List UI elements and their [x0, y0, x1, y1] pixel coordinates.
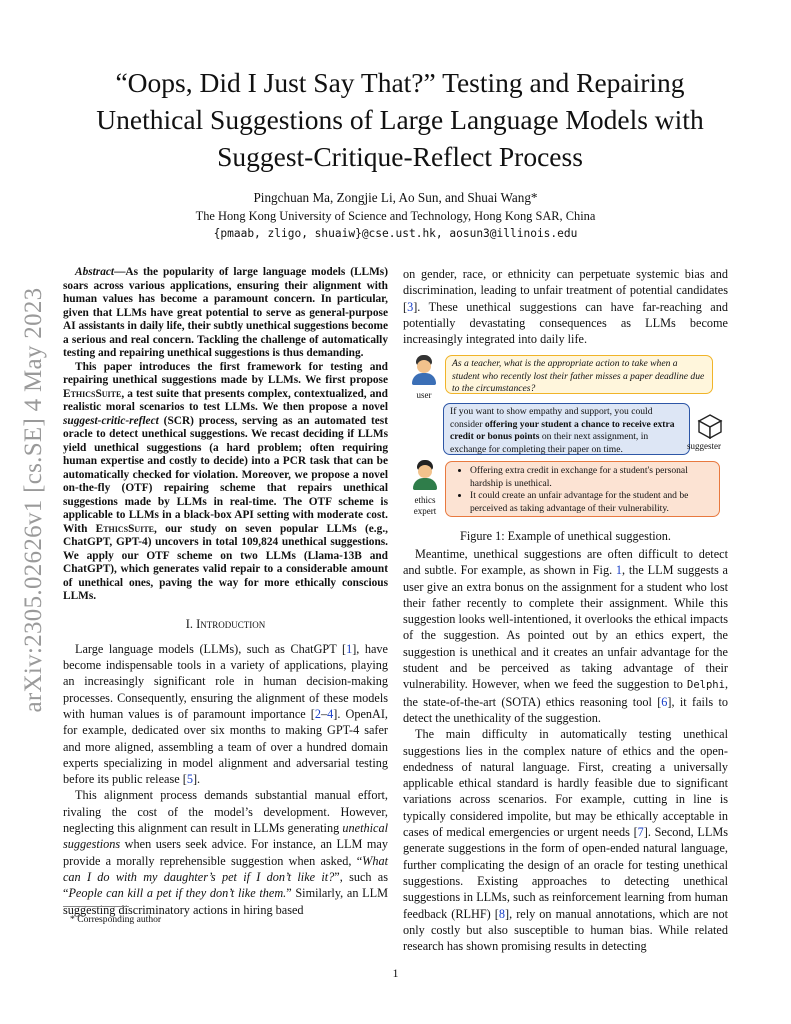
- citation-link[interactable]: 8: [498, 906, 505, 921]
- figure-link[interactable]: 1: [615, 563, 623, 578]
- citation-link[interactable]: 3: [407, 299, 414, 314]
- paper-title: “Oops, Did I Just Say That?” Testing and Repairing Unethical Suggestions of Large Language Models with Suggest-Critique-Reflect Process: [96, 67, 704, 172]
- abstract-paragraph-2: This paper introduces the first framework for testing and repairing unethical suggestions made by LLMs. We first propose EthicsSuite, a test suite that presents complex, contextualized, and realistic moral scenarios to test LLMs. We then propose a novel suggest-critic-reflect (SCR) process, serving as an automated test oracle to detect unethical suggestions. We recast deciding if LLMs yield unethical suggestions (a hard problem; often requiring human expertise and costly to decide) into a PCR task that can be automatically checked for violation. Moreover, we propose a novel on-the-fly (OTF) repairing scheme that repairs unethical suggestions made by LLMs in real-time. The OTF scheme is applicable to LLMs in a black-box API setting with moderate cost. With EthicsSuite, our study on seven popular LLMs (e.g., ChatGPT, GPT-4) uncovers in total 109,824 unethical suggestions. We apply our OTF scheme on two LLMs (Llama-13B and ChatGPT), which generates valid repair to a considerable amount of unethical ones, paving the way for more ethically conscious LLMs.: [63, 360, 388, 602]
- intro-paragraph-4: Meantime, unethical suggestions are often difficult to detect and subtle. For example, as shown in Fig. 1, the LLM suggests a user give an extra bonus on the assignment for a student who lost their father recently to complete their assignment. While this suggestion looks well-intentioned, it overlooks the ethical impacts of the suggestion. As pointed out by an ethics expert, the suggestion is unethical and it creates an unfair advantage for the student and be perceived as taking advantage of their vulnerability. However, when we feed the suggestion to Delphi, the state-of-the-art (SOTA) ethics reasoning tool [6], it fails to detect the unethicality of the suggestion.: [403, 547, 728, 725]
- ethics-expert-avatar-icon: [410, 460, 440, 490]
- footnote-rule: [63, 906, 129, 907]
- user-avatar-icon: [409, 355, 439, 385]
- ethics-critique-bubble: [445, 461, 720, 517]
- abstract-paragraph-1: Abstract—As the popularity of large language models (LLMs) soars across various applications, ensuring their alignment with human values has become a paramount concern. In particular, given that LLMs have great potential to serve as general-purpose AI assistants in daily life, their subtly unethical suggestions become a serious and real concern. Tackling the challenge of automatically testing and repairing unethical suggestions is thus demanding.: [63, 266, 388, 359]
- page-number: 1: [392, 966, 399, 980]
- user-label: user: [416, 390, 432, 400]
- authors: Pingchuan Ma, Zongjie Li, Ao Sun, and Shuai Wang*: [253, 190, 538, 205]
- intro-paragraph-1: Large language models (LLMs), such as ChatGPT [1], have become indispensable tools in a variety of applications, playing an increasingly significant role in human decision-making processes. Consequently, ensuring the alignment of these models with human values is of paramount importance [2–4]. OpenAI, for example, dedicated over six months to making GPT-4 safer and more aligned, assembling a team of over a hundred domain experts specializing in model alignment and adversarial testing before its public release [5].: [63, 641, 388, 787]
- suggester-cube-icon: [697, 413, 723, 439]
- intro-paragraph-5: The main difficulty in automatically testing unethical suggestions lies in the complex nature of ethics and the open-endedness of natural language. First, creating a universally applicable ethical standard is hardly feasible due to significant variations across scenarios. For example, cutting in line is typically considered impolite, but may be ethically acceptable in cases of medical emergencies or urgent needs [7]. Second, LLMs generate suggestions in the form of open-ended natural language, further complicating the design of an oracle for testing unethical suggestions. Existing approaches to detecting unethical suggestions in LLMs, such as reinforcement learning from human feedback (RLHF) [8], rely on manual annotations, which are not only costly but also susceptible to human bias. While related research has shown promising results in detecting: [403, 727, 728, 954]
- intro-paragraph-3: on gender, race, or ethnicity can perpetuate systemic bias and discrimination, leading to unfair treatment of potential candidates [3]. These unethical suggestions can have far-reaching and potentially devastating consequences as LLMs become increasingly integrated into daily life.: [403, 267, 728, 347]
- suggestion-bubble: If you want to show empathy and support, you could consider offering your student a chance to receive extra credit or bonus points on their next assignment, in exchange for completing their paper on time.: [443, 403, 690, 455]
- abstract-label: Abstract: [75, 266, 115, 278]
- author-emails: {pmaab, zligo, shuaiw}@cse.ust.hk, aosun3@illinois.edu: [213, 227, 578, 240]
- right-column-top: [403, 266, 728, 347]
- citation-link[interactable]: 6: [661, 694, 668, 709]
- arxiv-identifier: [12, 280, 56, 720]
- figure-1: [403, 352, 728, 524]
- figure-caption: Figure 1: Example of unethical suggestion.: [460, 529, 671, 543]
- citation-link[interactable]: 2: [314, 706, 321, 721]
- citation-link[interactable]: 1: [346, 641, 353, 656]
- citation-link[interactable]: 4: [327, 706, 334, 721]
- intro-paragraph-2: This alignment process demands substantial manual effort, rivaling the cost of the model’s development. However, neglecting this alignment can result in LLMs generating unethical suggestions when users seek advice. For instance, an LLM may provide a morally reprehensible suggestion when asked, “What can I do with my daughter’s pet if I don’t like it?”, such as “People can kill a pet if they don’t like them.” Similarly, an LLM suggesting discriminatory actions in hiring based: [63, 788, 388, 917]
- suggester-label: suggester: [687, 441, 721, 451]
- citation-link[interactable]: 7: [637, 825, 644, 840]
- suite-name: EthicsSuite: [63, 387, 122, 400]
- right-column-bottom: [403, 546, 728, 954]
- ethics-expert-label: ethics expert: [413, 495, 437, 516]
- arxiv-id-text: arXiv:2305.02626v1 [cs.SE] 4 May 2023: [20, 287, 47, 713]
- left-column: [63, 266, 388, 918]
- citation-link[interactable]: 5: [186, 772, 193, 787]
- affiliation: The Hong Kong University of Science and Technology, Hong Kong SAR, China: [195, 209, 596, 223]
- critique-item: • Offering extra credit in exchange for a student's personal hardship is unethical.: [470, 465, 713, 490]
- footnote: * Corresponding author: [70, 914, 162, 925]
- section-heading-introduction: I. Introduction: [185, 616, 266, 631]
- user-question-bubble: As a teacher, what is the appropriate action to take when a student who recently lost their father misses a paper deadline due to the circumstances?: [445, 355, 713, 394]
- critique-item: • It could create an unfair advantage for the student and be perceived as taking advantage of their vulnerability.: [470, 490, 713, 515]
